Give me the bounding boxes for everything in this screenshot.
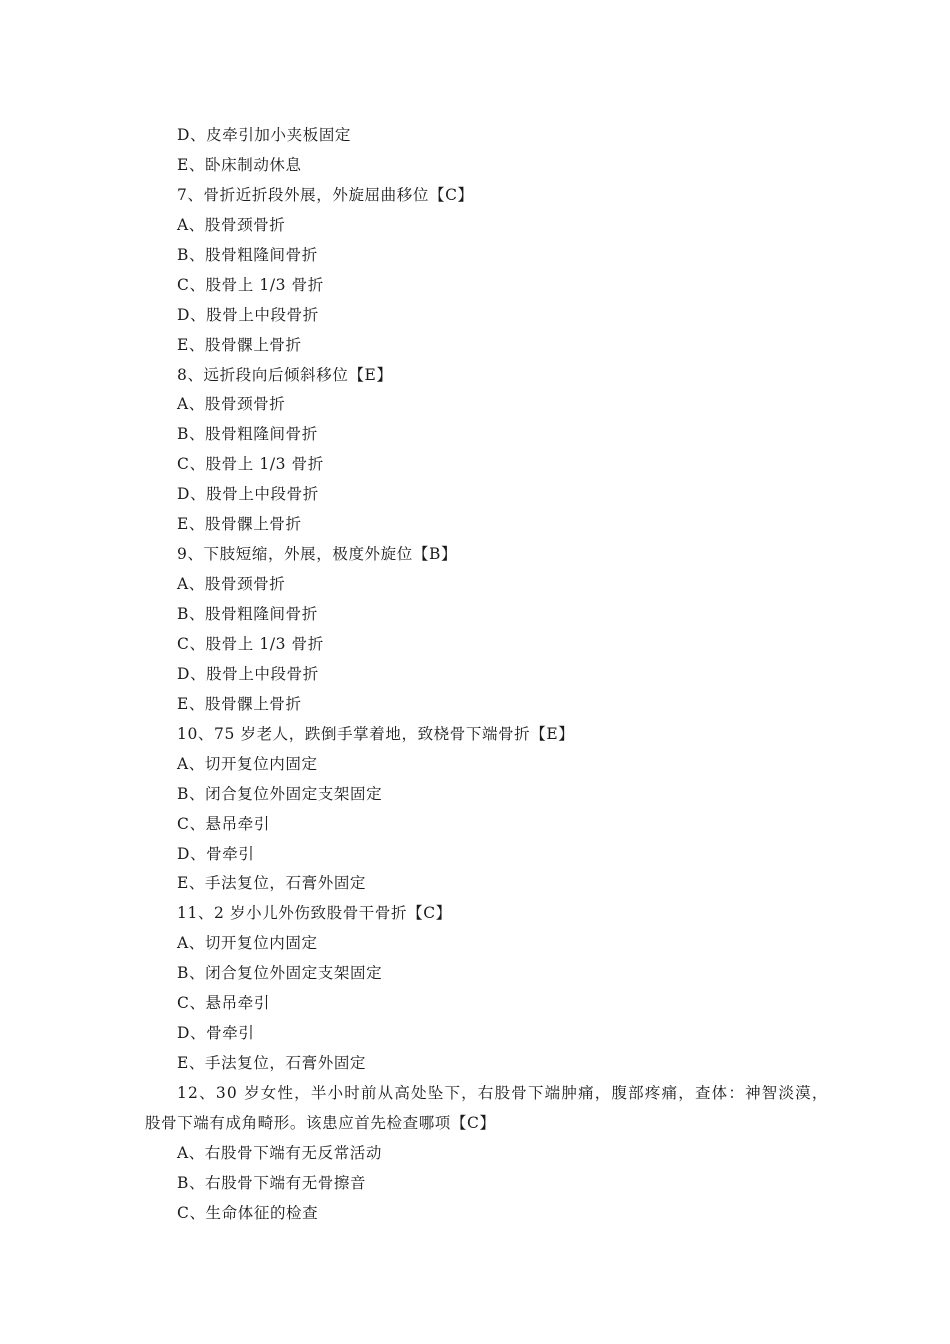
option-line: E、手法复位，石膏外固定 xyxy=(177,1054,367,1073)
option-line: B、股骨粗隆间骨折 xyxy=(177,605,318,623)
option-line: A、股骨颈骨折 xyxy=(177,575,286,594)
option-line: B、闭合复位外固定支架固定 xyxy=(177,784,383,803)
option-line: B、股骨粗隆间骨折 xyxy=(177,425,318,444)
option-line: C、悬吊牵引 xyxy=(177,814,270,833)
question-line: 7、骨折近折段外展，外旋屈曲移位【C】 xyxy=(177,185,474,204)
option-line: C、股骨上 1/3 骨折 xyxy=(177,634,324,653)
option-line: D、骨牵引 xyxy=(177,844,255,863)
option-line: A、股骨颈骨折 xyxy=(177,395,286,414)
option-line: D、股骨上中段骨折 xyxy=(177,305,319,324)
option-line: C、生命体征的检查 xyxy=(177,1203,319,1222)
option-line: C、悬吊牵引 xyxy=(177,994,270,1013)
question-line: 10、75 岁老人，跌倒手掌着地，致桡骨下端骨折【E】 xyxy=(177,724,575,743)
option-line: A、切开复位内固定 xyxy=(177,754,318,773)
option-line: B、闭合复位外固定支架固定 xyxy=(177,964,383,983)
option-line: E、卧床制动休息 xyxy=(177,155,302,174)
option-line: C、股骨上 1/3 骨折 xyxy=(177,275,324,294)
option-line: B、股骨粗隆间骨折 xyxy=(177,245,318,264)
option-line: D、皮牵引加小夹板固定 xyxy=(177,126,352,144)
option-line: C、股骨上 1/3 骨折 xyxy=(177,455,324,474)
option-line: E、股骨髁上骨折 xyxy=(177,335,302,354)
question-text-block xyxy=(145,121,829,1229)
option-line: A、股骨颈骨折 xyxy=(177,215,286,234)
question-line: 12、30 岁女性，半小时前从高处坠下，右股骨下端肿痛，腹部疼痛，查体：神智淡漠， xyxy=(177,1084,829,1102)
option-line: D、股骨上中段骨折 xyxy=(177,664,319,683)
option-line: E、手法复位，石膏外固定 xyxy=(177,874,367,893)
option-line: D、股骨上中段骨折 xyxy=(177,485,319,504)
question-line-continuation: 股骨下端有成角畸形。该患应首先检查哪项【C】 xyxy=(145,1113,496,1132)
option-line: E、股骨髁上骨折 xyxy=(177,694,302,713)
option-line: E、股骨髁上骨折 xyxy=(177,515,302,534)
option-line: D、骨牵引 xyxy=(177,1024,255,1043)
option-line: A、切开复位内固定 xyxy=(177,934,318,953)
option-line: B、右股骨下端有无骨擦音 xyxy=(177,1173,367,1192)
question-line: 9、下肢短缩，外展，极度外旋位【B】 xyxy=(177,545,458,564)
question-line: 8、远折段向后倾斜移位【E】 xyxy=(177,365,393,384)
question-line: 11、2 岁小儿外伤致股骨干骨折【C】 xyxy=(177,904,452,923)
option-line: A、右股骨下端有无反常活动 xyxy=(177,1143,382,1162)
